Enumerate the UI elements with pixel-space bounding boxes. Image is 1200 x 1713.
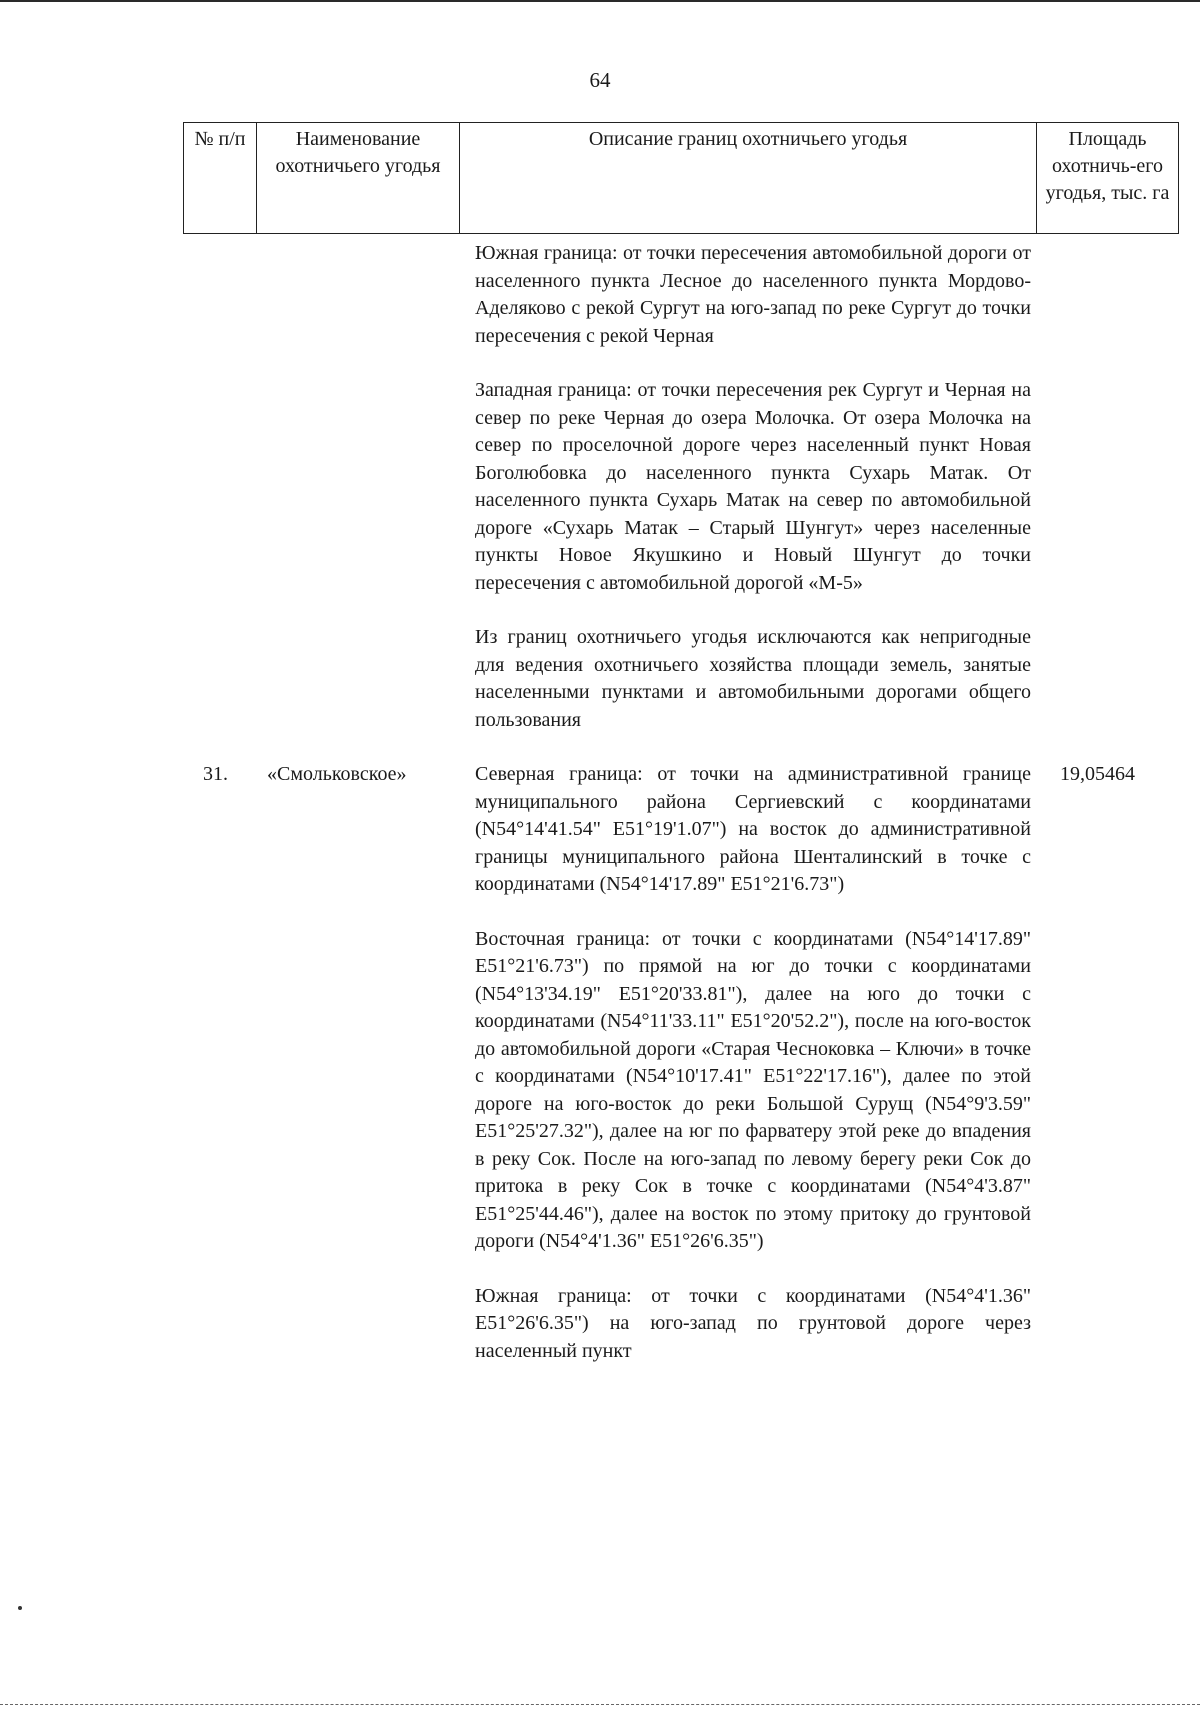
boundaries-table bbox=[183, 122, 1179, 1365]
page-number: 64 bbox=[589, 68, 611, 92]
hunting-ground-name: «Смольковское» bbox=[267, 763, 407, 785]
header-area: Площадь охотничь-его угодья, тыс. га bbox=[1045, 128, 1170, 204]
exclusions-text: Из границ охотничьего угодья исключаются как непригодные для ведения охотничьего хозяйства площади земель, занятые населенными пунктами и автомобильными дорогами общего пользования bbox=[475, 626, 1031, 731]
row-description bbox=[475, 761, 1031, 1365]
scan-dot bbox=[18, 1606, 22, 1610]
west-boundary-text: Западная граница: от точки пересечения рек Сургут и Черная на север по реке Черная до озера Молочка. От озера Молочка на север по проселочной дороге через населенный пункт Новая Боголюбовка до населенного пункта Сухарь Матак. От населенного пункта Сухарь Матак на север по автомобильной дороге «Сухарь Матак – Старый Шунгут» через населенные пункты Новое Якушкино и Новый Шунгут до точки пересечения с автомобильной дорогой «М-5» bbox=[475, 379, 1031, 594]
north-boundary-text: Северная граница: от точки на административной границе муниципального района Сергиевский с координатами (N54°14'41.54" E51°19'1.07") на восток до административной границы муниципального района Шенталинский в точке с координатами (N54°14'17.89" E51°21'6.73") bbox=[475, 763, 1031, 895]
header-num: № п/п bbox=[184, 123, 257, 233]
table-row bbox=[183, 761, 1179, 1365]
table-header-row bbox=[183, 122, 1179, 234]
east-boundary-text: Восточная граница: от точки с координатами (N54°14'17.89" E51°21'6.73") по прямой на юг до точки с координатами (N54°13'34.19" E51°20'33.81"), далее на юго до точки с координатами (N54°11'33.11" E51°20'52.2"), после на юго-восток до автомобильной дороги «Старая Чесноковка – Ключи» в точке с координатами (N54°10'17.41" E51°22'17.16"), далее по этой дороге на юго-восток до реки Большой Сурущ (N54°9'3.59" E51°25'27.32"), далее на юг по фарватеру этой реке до впадения в реку Сок. После на юго-запад по левому берегу реки Сок до притока в реку Сок в точке с координатами (N54°4'3.87" E51°25'44.46"), далее на восток по этому притоку до грунтовой дороги (N54°4'1.36" E51°26'6.35") bbox=[475, 927, 1031, 1252]
area-value: 19,05464 bbox=[1060, 763, 1135, 785]
table-row-continuation bbox=[183, 240, 1179, 734]
south-boundary-text: Южная граница: от точки пересечения автомобильной дороги от населенного пункта Лесное до населенного пункта Мордово-Аделяково с рекой Сургут на юго-запад по реке Сургут до точки пересечения с рекой Черная bbox=[475, 242, 1031, 347]
row-number: 31. bbox=[203, 763, 228, 785]
header-description: Описание границ охотничьего угодья bbox=[460, 123, 1037, 233]
page-bottom-edge bbox=[0, 1704, 1200, 1706]
header-name: Наименование охотничьего угодья bbox=[257, 123, 460, 233]
continuation-description bbox=[475, 240, 1031, 734]
page-top-edge bbox=[0, 0, 1200, 2]
south-boundary-text: Южная граница: от точки с координатами (N54°4'1.36" E51°26'6.35") на юго-запад по грунтовой дороге через населенный пункт bbox=[475, 1284, 1031, 1362]
